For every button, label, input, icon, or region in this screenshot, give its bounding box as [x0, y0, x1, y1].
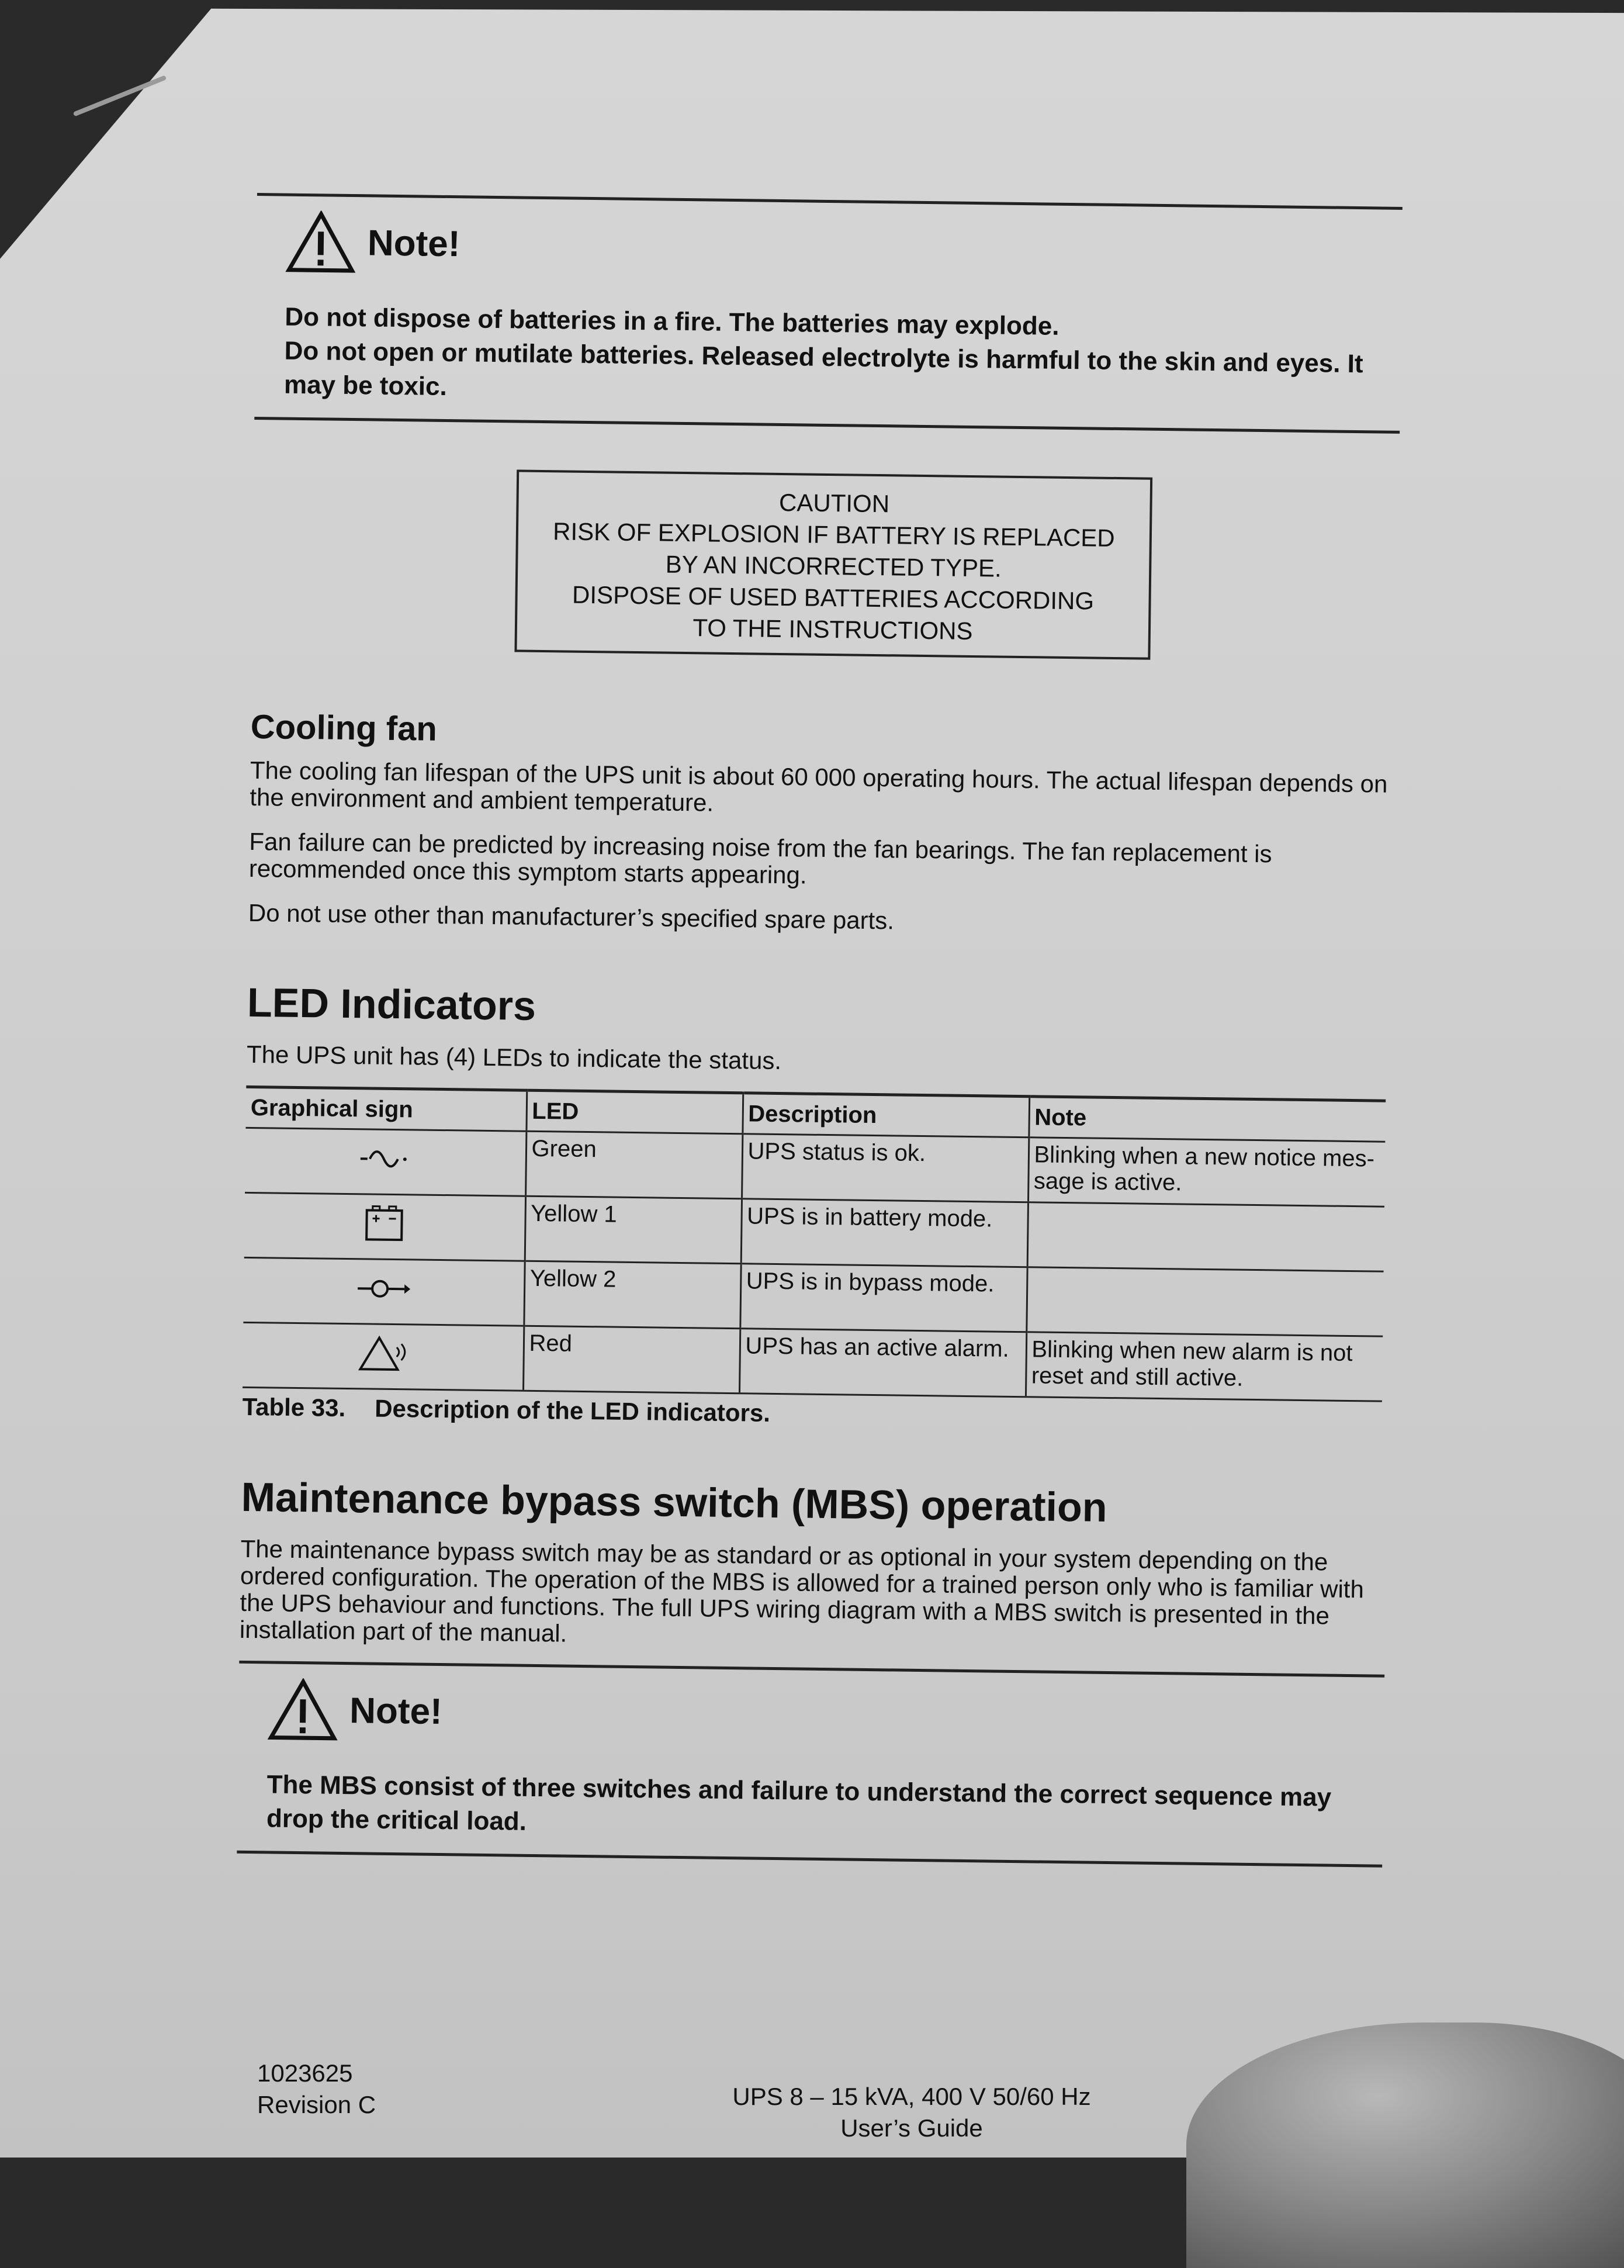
- led-color-cell: Green: [525, 1131, 742, 1199]
- led-color-cell: Yellow 1: [525, 1196, 742, 1264]
- note-battery: [255, 210, 1438, 416]
- guide-name: User’s Guide: [707, 2113, 1116, 2144]
- column-header: LED: [526, 1090, 743, 1134]
- column-header: Description: [742, 1093, 1029, 1138]
- description-cell: UPS has an active alarm.: [739, 1329, 1026, 1397]
- note-title: Note!: [368, 222, 460, 265]
- led-intro: The UPS unit has (4) LEDs to indicate the status.: [247, 1041, 1392, 1082]
- table-row: [243, 1322, 1383, 1401]
- caution-line: TO THE INSTRUCTIONS: [523, 610, 1143, 649]
- caution-line: CAUTION: [524, 484, 1144, 523]
- note2-top-rule: [239, 1661, 1384, 1678]
- caution-line: DISPOSE OF USED BATTERIES ACCORDING: [523, 579, 1143, 618]
- table-caption-number: Table 33.: [242, 1393, 345, 1422]
- led-color-cell: Red: [523, 1326, 740, 1394]
- note-text: The MBS consist of three switches and failure to understand the correct sequence may drop the critical load.: [266, 1768, 1348, 1849]
- doc-number: 1023625: [257, 2058, 376, 2089]
- graphical-sign-cell: [245, 1128, 526, 1196]
- page-content: [237, 193, 1438, 1868]
- warning-icon: [268, 1678, 338, 1741]
- product-name: UPS 8 – 15 kVA, 400 V 50/60 Hz: [707, 2081, 1116, 2113]
- note-cell: [1026, 1267, 1383, 1336]
- ac-sine-icon: [356, 1138, 415, 1180]
- note-cell: Blinking when new alarm is not reset and still active.: [1026, 1332, 1383, 1401]
- led-color-cell: Yellow 2: [524, 1261, 740, 1329]
- description-cell: UPS status is ok.: [742, 1134, 1029, 1202]
- mbs-heading: Maintenance bypass switch (MBS) operation: [241, 1474, 1422, 1535]
- note-cell: [1027, 1202, 1384, 1271]
- column-header: Note: [1029, 1097, 1386, 1142]
- graphical-sign-cell: [244, 1192, 525, 1261]
- mbs-paragraph: The maintenance bypass switch may be as standard or as optional in your system depending on the ordered configuration. The operation of the MBS is allowed for a trained person only who is familiar with the UPS behaviour and functions. The full UPS wiring diagram with a MBS switch is presented in the installation part of the manual.: [240, 1536, 1386, 1657]
- footer-product-info: [707, 2081, 1116, 2144]
- footer-doc-info: [257, 2058, 376, 2121]
- table-caption-text: Description of the LED indicators.: [375, 1395, 770, 1427]
- cooling-paragraph-1: The cooling fan lifespan of the UPS unit is about 60 000 operating hours. The actual lifespan depends on the environment and ambient temperature.: [250, 757, 1396, 825]
- led-heading: LED Indicators: [247, 979, 1428, 1040]
- note-title: Note!: [349, 1690, 442, 1733]
- note-text: [284, 300, 1366, 416]
- caution-line: RISK OF EXPLOSION IF BATTERY IS REPLACED: [524, 516, 1144, 555]
- note-bottom-rule: [254, 417, 1400, 434]
- bypass-icon: [354, 1268, 413, 1309]
- warning-icon: [285, 210, 356, 274]
- note-line-2: Do not open or mutilate batteries. Released electrolyte is harmful to the skin and eyes. It may be toxic.: [284, 334, 1366, 416]
- caution-box: [514, 469, 1152, 659]
- caution-line: BY AN INCORRECTED TYPE.: [524, 547, 1144, 586]
- graphical-sign-cell: [243, 1257, 524, 1326]
- note-cell: Blinking when a new notice mes-sage is active.: [1028, 1138, 1385, 1206]
- cooling-paragraph-3: Do not use other than manufacturer’s specified spare parts.: [248, 900, 1394, 941]
- description-cell: UPS is in bypass mode.: [740, 1264, 1027, 1332]
- note-line-1: Do not dispose of batteries in a fire. The batteries may explode.: [285, 300, 1366, 348]
- led-table: [243, 1085, 1386, 1402]
- note-mbs: [237, 1678, 1419, 1850]
- description-cell: UPS is in battery mode.: [741, 1199, 1028, 1267]
- battery-icon: [355, 1203, 414, 1244]
- cooling-fan-heading: Cooling fan: [250, 707, 1431, 761]
- cooling-paragraph-2: Fan failure can be predicted by increasing noise from the fan bearings. The fan replacement is recommended once this symptom starts appearing.: [249, 828, 1395, 896]
- column-header: Graphical sign: [245, 1087, 527, 1131]
- alarm-triangle-icon: [354, 1333, 413, 1374]
- graphical-sign-cell: [243, 1322, 524, 1391]
- revision: Revision C: [257, 2089, 376, 2121]
